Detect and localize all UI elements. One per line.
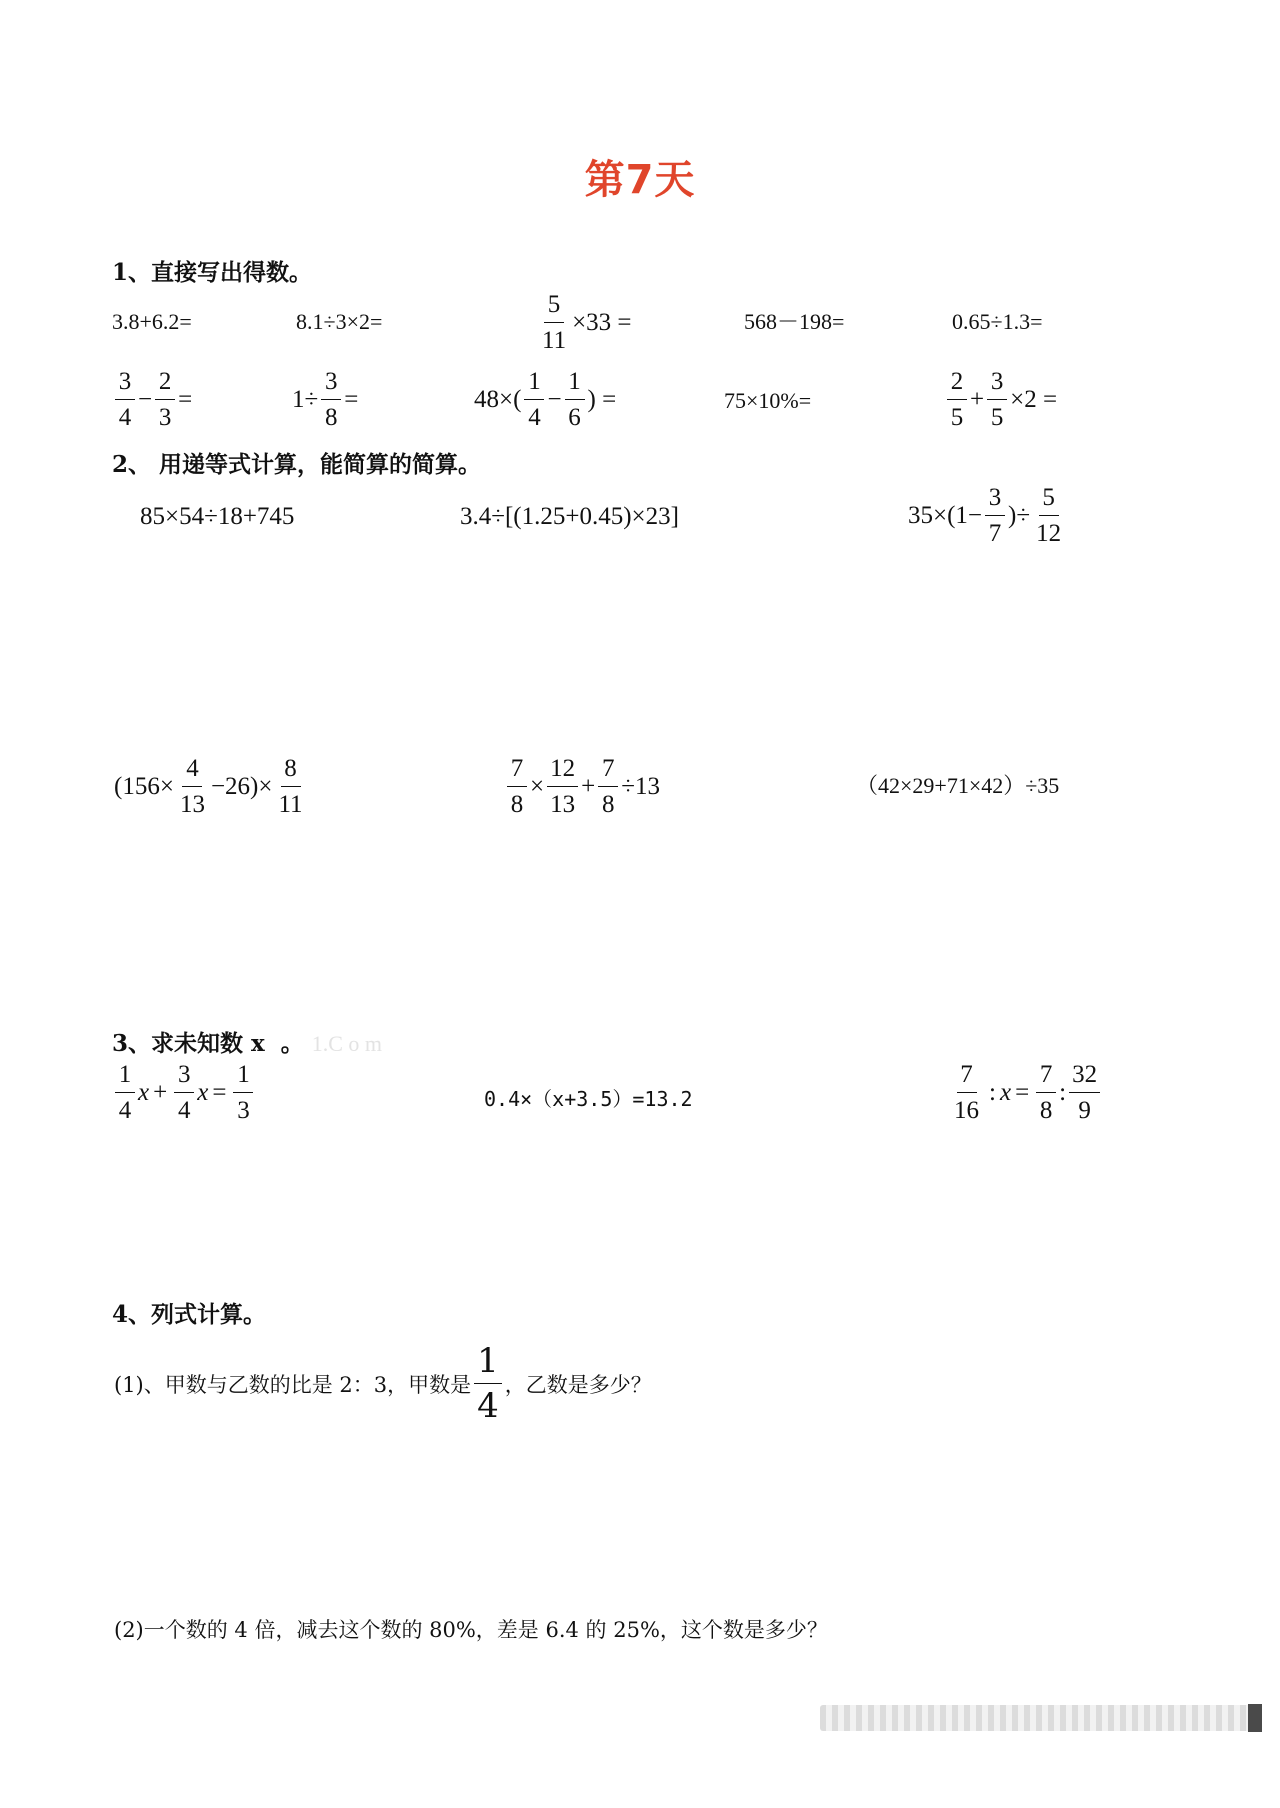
- equation-3-3: $\frac{7}{16}$ : x = $\frac{7}{8}$ : $\frac{32}{9}$: [948, 1062, 1103, 1123]
- expr-2-6: （42×29+71×42）÷35: [856, 773, 1060, 798]
- problem-4-1: (1)、甲数与乙数的比是 2：3，甲数是 $\frac{1}{4}$ ，乙数是多少？: [114, 1341, 652, 1426]
- watermark-text: 1.C o m: [311, 1031, 383, 1056]
- fraction: $\frac{5}{11}$: [542, 291, 567, 354]
- expr-2-4: (156× $\frac{4}{13}$ −26)× $\frac{8}{11}$: [114, 755, 303, 818]
- scrollbar-thumb[interactable]: [1248, 1704, 1262, 1732]
- horizontal-scrollbar[interactable]: [820, 1705, 1262, 1731]
- section-2-heading: 2、 用递等式计算，能简算的简算。: [112, 451, 482, 478]
- expr-2-1: 85×54÷18+745: [140, 503, 295, 530]
- expr-2-2: 3.4÷[(1.25+0.45)×23]: [460, 503, 679, 530]
- expr-2-5: $\frac{7}{8}$ × $\frac{12}{13}$ + $\frac{7}{8}$ ÷13: [504, 756, 660, 817]
- problem-4-2: (2)一个数的 4 倍，减去这个数的 80%，差是 6.4 的 25%，这个数是多少？: [114, 1618, 828, 1642]
- expr-1-10: $\frac{2}{5}$ + $\frac{3}{5}$ ×2 =: [944, 369, 1057, 430]
- expr-1-8: 48×( $\frac{1}{4}$ − $\frac{1}{6}$ ) =: [474, 368, 617, 431]
- section-3-heading: 3、求未知数 x 。 1.C o m: [112, 1030, 383, 1057]
- expr-1-4: 568－198=: [744, 309, 845, 334]
- expr-1-1: 3.8+6.2=: [112, 309, 192, 334]
- page-title: 第7天: [584, 157, 696, 203]
- expr-1-3: $\frac{5}{11}$ ×33 =: [536, 292, 632, 353]
- expr-1-2: 8.1÷3×2=: [296, 309, 383, 334]
- expr-1-7: 1÷ $\frac{3}{8}$ =: [292, 368, 359, 431]
- expr-1-9: 75×10%=: [724, 388, 812, 413]
- expr-2-3: 35×(1− $\frac{3}{7}$ )÷ $\frac{5}{12}$: [908, 484, 1062, 547]
- section-1-heading: 1、直接写出得数。: [112, 259, 313, 286]
- expr-1-5: 0.65÷1.3=: [952, 309, 1043, 334]
- equation-3-2: 0.4×（x+3.5）=13.2: [484, 1087, 693, 1111]
- equation-3-1: $\frac{1}{4}$ x + $\frac{3}{4}$ x = $\frac{1}{3}$: [112, 1062, 256, 1123]
- section-4-heading: 4、列式计算。: [112, 1301, 267, 1328]
- expr-1-6: $\frac{3}{4}$ − $\frac{2}{3}$ =: [112, 369, 192, 430]
